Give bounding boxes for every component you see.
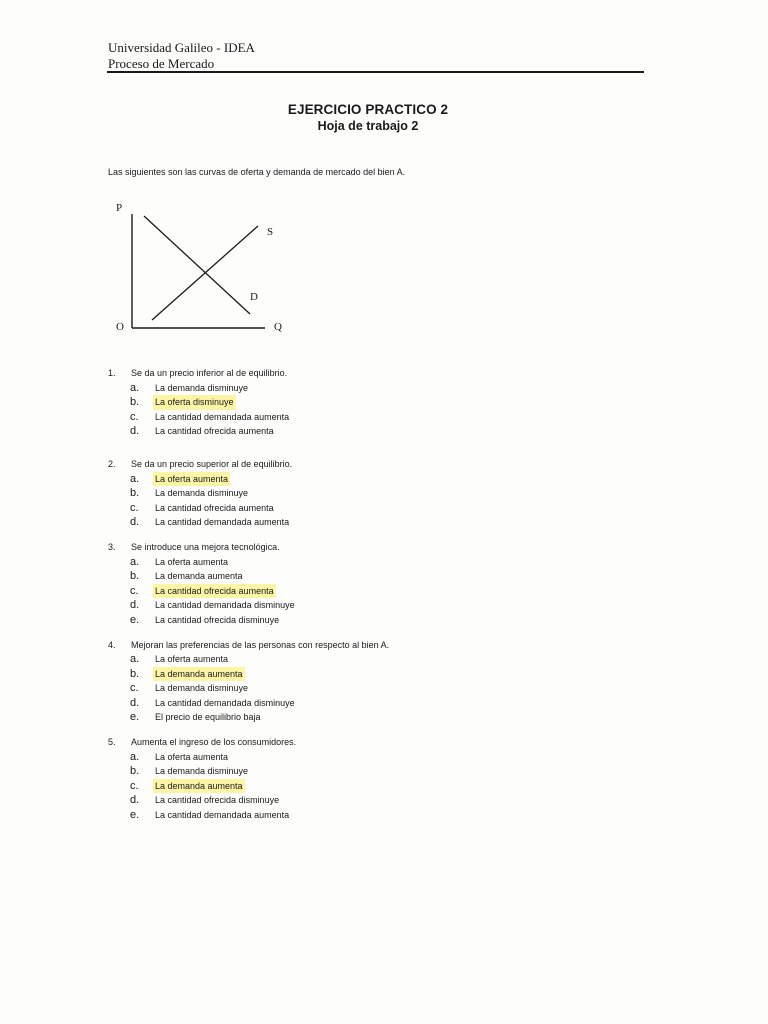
option-text: La demanda disminuye bbox=[155, 683, 249, 694]
option-item bbox=[130, 555, 648, 570]
option-item bbox=[130, 750, 648, 765]
price-axis-label: P bbox=[116, 202, 123, 214]
question-text: Se da un precio inferior al de equilibrio. bbox=[131, 368, 288, 378]
option-item bbox=[130, 381, 648, 396]
option-text: La cantidad ofrecida disminuye bbox=[155, 795, 280, 806]
institution-name: Universidad Galileo - IDEA bbox=[108, 40, 255, 55]
option-text: La cantidad demandada disminuye bbox=[155, 697, 295, 708]
header-divider bbox=[107, 71, 644, 73]
option-letter: b. bbox=[130, 487, 140, 500]
question-stem bbox=[108, 735, 648, 750]
option-letter: a. bbox=[130, 750, 140, 763]
title-block bbox=[0, 102, 736, 134]
question-number: 1. bbox=[108, 368, 116, 378]
question-number: 2. bbox=[108, 458, 116, 469]
option-item bbox=[130, 598, 648, 613]
option-text-highlighted: La demanda aumenta bbox=[153, 779, 245, 794]
option-item bbox=[130, 613, 648, 628]
option-item bbox=[130, 696, 648, 711]
questions-list bbox=[108, 366, 648, 823]
question-number: 4. bbox=[108, 639, 116, 650]
options-list bbox=[130, 750, 648, 823]
option-text-highlighted: La demanda aumenta bbox=[153, 667, 245, 682]
option-text: La cantidad ofrecida aumenta bbox=[155, 502, 274, 513]
option-text: La cantidad ofrecida aumenta bbox=[155, 426, 274, 437]
option-text: La cantidad demandada aumenta bbox=[155, 810, 290, 821]
option-letter: a. bbox=[130, 472, 140, 485]
option-letter: a. bbox=[130, 381, 140, 394]
question-5 bbox=[108, 735, 648, 823]
option-letter: d. bbox=[130, 696, 140, 709]
option-item bbox=[130, 764, 648, 779]
options-list bbox=[130, 381, 648, 439]
question-text: Aumenta el ingreso de los consumidores. bbox=[131, 737, 297, 748]
option-letter: b. bbox=[130, 396, 140, 409]
option-item bbox=[130, 501, 648, 516]
option-letter: e. bbox=[130, 809, 140, 822]
option-letter: d. bbox=[130, 599, 140, 612]
demand-curve bbox=[144, 216, 250, 314]
option-text: La cantidad demandada aumenta bbox=[155, 517, 290, 528]
quantity-axis-label: Q bbox=[274, 321, 282, 333]
question-text: Se introduce una mejora tecnológica. bbox=[131, 541, 280, 552]
option-text-highlighted: La cantidad ofrecida aumenta bbox=[153, 584, 276, 599]
supply-label: S bbox=[267, 226, 274, 238]
option-item bbox=[130, 710, 648, 725]
option-letter: b. bbox=[130, 570, 140, 583]
origin-label: O bbox=[116, 321, 124, 333]
option-item bbox=[130, 410, 648, 425]
option-letter: a. bbox=[130, 555, 140, 568]
option-letter: d. bbox=[130, 425, 140, 438]
option-text-highlighted: La oferta aumenta bbox=[153, 472, 230, 487]
worksheet-subtitle: Hoja de trabajo 2 bbox=[317, 119, 419, 133]
option-text: La demanda disminuye bbox=[155, 488, 249, 499]
option-letter: c. bbox=[130, 501, 139, 514]
option-text-highlighted: La oferta disminuye bbox=[153, 395, 236, 410]
option-item bbox=[130, 779, 648, 794]
option-letter: c. bbox=[130, 779, 139, 792]
option-text: El precio de equilibrio baja bbox=[155, 712, 261, 723]
intro-text: Las siguientes son las curvas de oferta y demanda de mercado del bien A. bbox=[108, 167, 406, 177]
demand-label: D bbox=[250, 291, 258, 303]
option-text: La cantidad demandada disminuye bbox=[155, 600, 295, 611]
options-list bbox=[130, 472, 648, 530]
question-stem bbox=[108, 540, 648, 555]
option-letter: c. bbox=[130, 682, 139, 695]
document-header bbox=[108, 40, 255, 72]
option-letter: a. bbox=[130, 653, 140, 666]
option-text: La cantidad ofrecida disminuye bbox=[155, 614, 280, 625]
option-item bbox=[130, 395, 648, 410]
option-letter: e. bbox=[130, 711, 140, 724]
question-4 bbox=[108, 638, 648, 726]
option-letter: b. bbox=[130, 667, 140, 680]
question-stem bbox=[108, 366, 648, 381]
option-letter: c. bbox=[130, 410, 139, 423]
option-text: La demanda disminuye bbox=[155, 766, 249, 777]
option-text: La oferta aumenta bbox=[155, 751, 229, 762]
question-1 bbox=[108, 366, 648, 439]
question-number: 5. bbox=[108, 737, 116, 748]
option-item bbox=[130, 515, 648, 530]
option-item bbox=[130, 667, 648, 682]
option-item bbox=[130, 569, 648, 584]
question-text: Mejoran las preferencias de las personas con respecto al bien A. bbox=[131, 639, 390, 650]
option-item bbox=[130, 584, 648, 599]
question-stem bbox=[108, 638, 648, 653]
supply-demand-diagram bbox=[110, 196, 300, 341]
option-text: La oferta aumenta bbox=[155, 556, 229, 567]
options-list bbox=[130, 652, 648, 725]
question-2 bbox=[108, 457, 648, 530]
option-letter: e. bbox=[130, 613, 140, 626]
option-item bbox=[130, 681, 648, 696]
option-letter: b. bbox=[130, 765, 140, 778]
option-item bbox=[130, 424, 648, 439]
option-item bbox=[130, 793, 648, 808]
question-text: Se da un precio superior al de equilibrio. bbox=[131, 458, 293, 469]
option-text: La oferta aumenta bbox=[155, 654, 229, 665]
option-letter: d. bbox=[130, 794, 140, 807]
option-letter: d. bbox=[130, 516, 140, 529]
options-list bbox=[130, 555, 648, 628]
option-item bbox=[130, 652, 648, 667]
option-letter: c. bbox=[130, 584, 139, 597]
course-name: Proceso de Mercado bbox=[108, 56, 215, 71]
option-item bbox=[130, 808, 648, 823]
question-stem bbox=[108, 457, 648, 472]
question-3 bbox=[108, 540, 648, 628]
question-number: 3. bbox=[108, 541, 116, 552]
option-text: La demanda disminuye bbox=[155, 382, 249, 393]
option-item bbox=[130, 472, 648, 487]
option-text: La demanda aumenta bbox=[155, 571, 243, 582]
exercise-title: EJERCICIO PRACTICO 2 bbox=[287, 102, 449, 117]
option-item bbox=[130, 486, 648, 501]
option-text: La cantidad demandada aumenta bbox=[155, 411, 290, 422]
